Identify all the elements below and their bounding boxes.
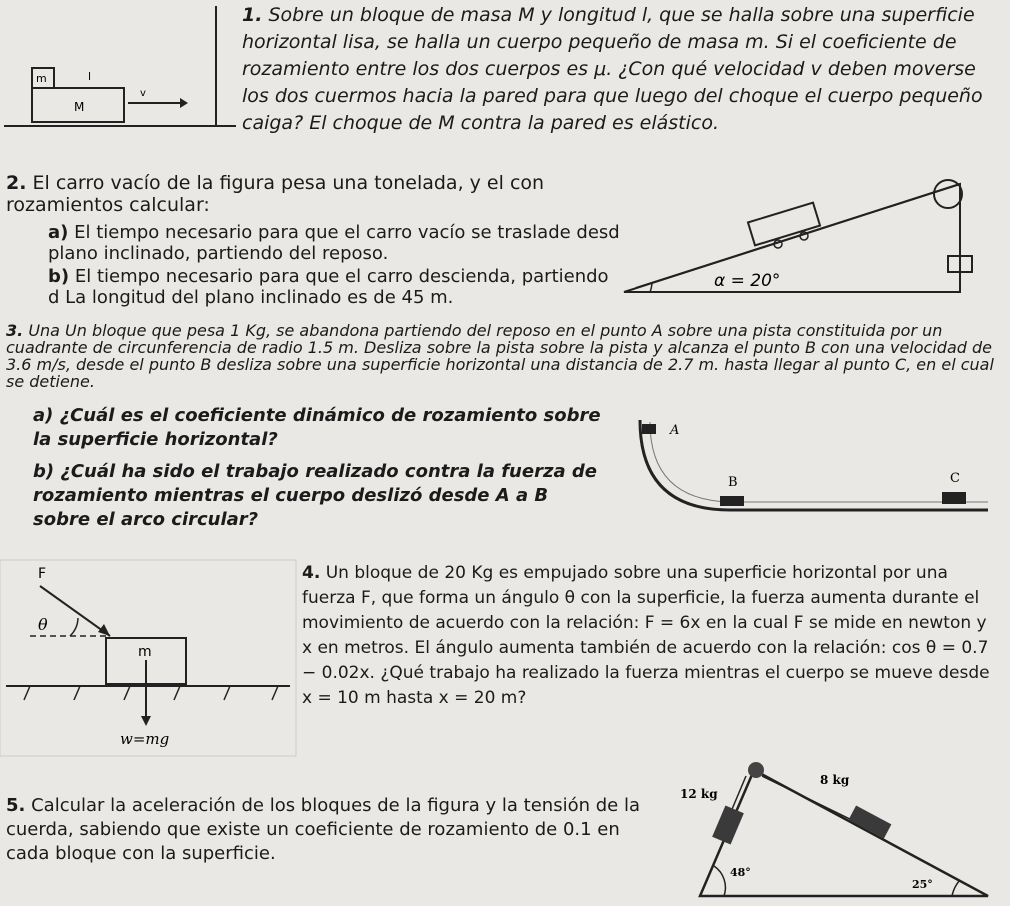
mass-right-label: 8 kg <box>820 773 850 787</box>
problem-3-figure <box>620 410 1000 530</box>
hatch-mark <box>74 686 80 700</box>
force-label: F <box>38 566 47 582</box>
problem-3-part-b <box>33 460 608 532</box>
problem-1 <box>242 2 1002 137</box>
problem-4-text: Un bloque de 20 Kg es empujado sobre una superficie horizontal por una fuerza F, que forma un ángulo θ con la superficie, la fuerza aumenta durante el movimiento de acuerdo con la relación: F = 6x en la cual F se mide en newton y x en metros. El ángulo aumenta también de acuerdo con la relación: cos θ = 0.7 − 0.02x. ¿Qué trabajo ha realizado la fuerza mientras el cuerpo se mueve desde x = 10 m hasta x = 20 m? <box>302 563 990 708</box>
angle-arc-left <box>714 866 725 896</box>
problem-2-part-a <box>48 222 623 264</box>
part-a-text: El tiempo necesario para que el carro vacío se traslade desd plano inclinado, partiendo del reposo. <box>48 222 620 264</box>
hatch-mark <box>124 686 130 700</box>
length-label: l <box>88 70 92 83</box>
point-c-label: C <box>950 471 960 486</box>
problem-3-text: Una Un bloque que pesa 1 Kg, se abandona partiendo del reposo en el punto A sobre una pista constituida por un cuadrante de circunferencia de radio 1.5 m. Desliza sobre la pista sobre la pista y alcanza el punto B con una velocidad de 3.6 m/s, desde el punto B desliza sobre una superficie horizontal una distancia de 2.7 m. hasta llegar al punto C, en el cual se detiene. <box>6 321 994 391</box>
part-a-marker: a) <box>33 405 54 426</box>
problem-5 <box>6 794 666 866</box>
hatch-mark <box>272 686 278 700</box>
mass-left-label: 12 kg <box>680 787 718 801</box>
track-curve <box>640 420 988 510</box>
point-b-block <box>720 496 744 506</box>
part-b-marker: b) <box>33 461 55 482</box>
problem-1-text: Sobre un bloque de masa M y longitud l, que se halla sobre una superficie horizontal lisa, se halla un cuerpo pequeño de masa m. Si el coeficiente de rozamiento entre los dos cuerpos es μ. ¿Con qué velocidad v deben moverse los dos cuermos hacia la pared para que luego del choque el cuerpo pequeño caiga? El choque de M contra la pared es elástico. <box>242 4 983 134</box>
part-b-text: ¿Cuál ha sido el trabajo realizado contra la fuerza de rozamiento mientras el cuerpo deslizó desde A a B sobre el arco circular? <box>33 461 597 530</box>
problem-3-part-a <box>33 404 608 452</box>
problem-2-intro <box>6 172 626 216</box>
problem-3-number: 3. <box>6 321 24 340</box>
hatch-mark <box>224 686 230 700</box>
cart-body <box>748 203 820 246</box>
weight-arrowhead <box>141 716 151 726</box>
block-12kg <box>712 805 744 844</box>
point-a-label: A <box>670 423 680 438</box>
point-b-label: B <box>728 475 738 490</box>
problem-1-figure <box>0 0 240 140</box>
part-a-text: ¿Cuál es el coeficiente dinámico de rozamiento sobre la superficie horizontal? <box>33 405 601 450</box>
problem-2-part-b <box>48 266 623 308</box>
problem-4-figure <box>0 560 300 760</box>
hatch-mark <box>24 686 30 700</box>
rail-line <box>636 184 960 288</box>
weight-label: w=mg <box>120 730 170 748</box>
angle-label: α = 20° <box>714 271 781 291</box>
force-arrowhead <box>98 624 110 636</box>
big-mass-label: M <box>74 100 85 114</box>
hatch-mark <box>174 686 180 700</box>
problem-2-figure <box>600 160 1000 310</box>
angle-right-label: 25° <box>912 878 933 891</box>
problem-2-number: 2. <box>6 172 27 194</box>
small-mass-label: m <box>36 72 47 85</box>
mass-label: m <box>138 644 152 660</box>
part-b-text: El tiempo necesario para que el carro descienda, partiendo d La longitud del plano inclinado es de 45 m. <box>48 266 609 308</box>
pulley <box>934 180 962 208</box>
angle-arc <box>70 618 78 636</box>
point-a-block <box>642 424 656 434</box>
part-a-marker: a) <box>48 222 69 243</box>
velocity-label: v <box>140 88 146 99</box>
problem-4-number: 4. <box>302 563 321 583</box>
pulley <box>748 762 764 778</box>
angle-arc-right <box>952 880 960 896</box>
problem-4 <box>302 561 1002 711</box>
problem-1-number: 1. <box>242 4 263 26</box>
velocity-arrowhead <box>180 98 188 108</box>
problem-2-intro-text: El carro vacío de la figura pesa una tonelada, y el con rozamientos calcular: <box>6 172 545 216</box>
track-inner <box>650 422 988 502</box>
part-b-marker: b) <box>48 266 70 287</box>
angle-left-label: 48° <box>730 866 751 879</box>
problem-3 <box>6 322 996 390</box>
problem-5-text: Calcular la aceleración de los bloques de la figura y la tensión de la cuerda, sabiendo que existe un coeficiente de rozamiento de 0.1 en cada bloque con la superficie. <box>6 795 640 864</box>
point-c-block <box>942 492 966 504</box>
theta-label: θ <box>38 615 48 634</box>
problem-5-number: 5. <box>6 795 26 816</box>
problem-5-figure <box>670 750 1000 900</box>
